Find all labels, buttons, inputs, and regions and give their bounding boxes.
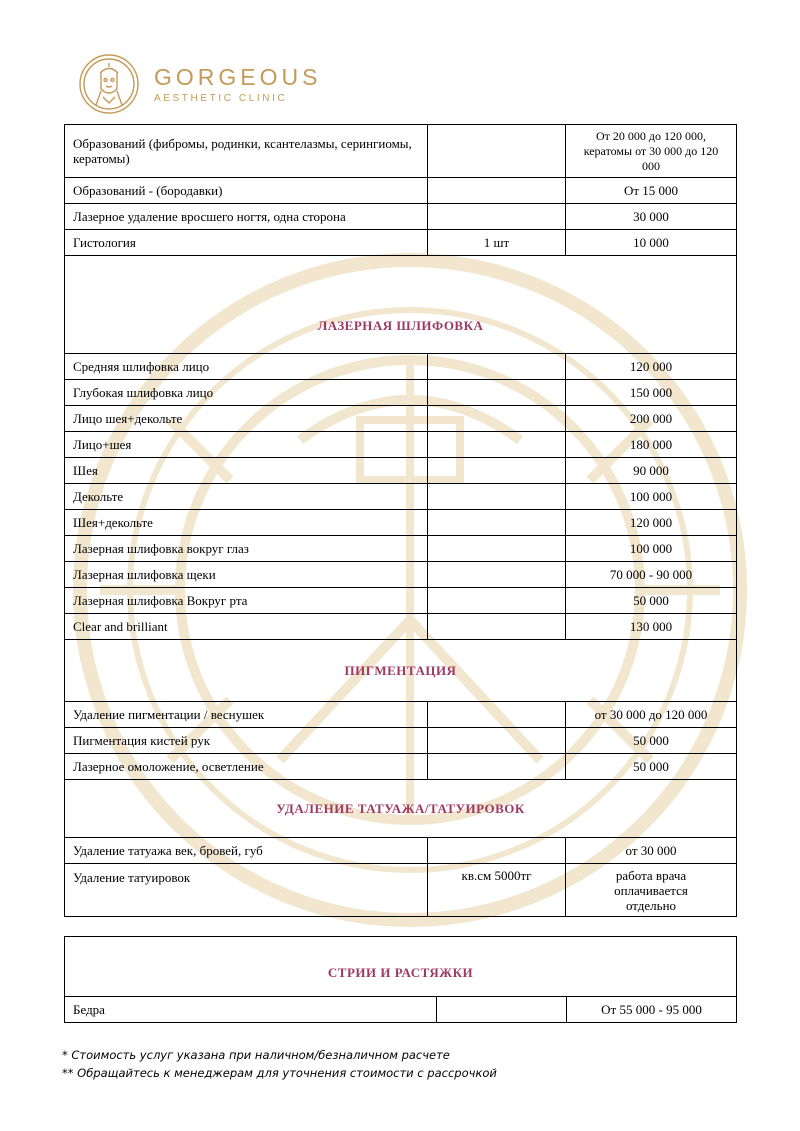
table-row [65,178,737,204]
service-price: 100 000 [566,536,737,562]
table-row [65,864,737,917]
service-name: Лицо шея+декольте [65,406,428,432]
table-row [65,125,737,178]
service-name: Лазерная шлифовка вокруг глаз [65,536,428,562]
service-price: 120 000 [566,354,737,380]
service-name: Образований (фибромы, родинки, ксантелазмы, серингиомы, кератомы) [65,125,428,178]
service-unit: кв.см 5000тг [428,864,566,917]
section-row [65,256,737,354]
service-price: 120 000 [566,510,737,536]
table-row [65,354,737,380]
service-name: Шея+декольте [65,510,428,536]
table-row [65,562,737,588]
table-row [65,406,737,432]
service-name: Лазерная шлифовка щеки [65,562,428,588]
section-title-stretch: СТРИИ И РАСТЯЖКИ [65,937,737,997]
section-row [65,640,737,702]
footnotes [62,1046,497,1082]
service-price: 10 000 [566,230,737,256]
service-unit [428,354,566,380]
brand-subtitle: AESTHETIC CLINIC [154,92,288,104]
service-unit [428,728,566,754]
clinic-logo [78,53,321,115]
section-title-tattoo: УДАЛЕНИЕ ТАТУАЖА/ТАТУИРОВОК [65,780,737,838]
service-unit [428,432,566,458]
service-unit [437,997,567,1023]
price-table-stretch [64,936,737,1023]
section-title-pigment: ПИГМЕНТАЦИЯ [65,640,737,702]
service-price: 100 000 [566,484,737,510]
service-unit [428,562,566,588]
service-unit [428,204,566,230]
service-price: 200 000 [566,406,737,432]
table-row [65,380,737,406]
section-row [65,780,737,838]
footnote: * Стоимость услуг указана при наличном/безналичном расчете [62,1048,450,1062]
service-name: Образований - (бородавки) [65,178,428,204]
section-row [65,937,737,997]
service-price: От 55 000 - 95 000 [567,997,737,1023]
table-row [65,702,737,728]
service-price: От 15 000 [566,178,737,204]
service-unit [428,458,566,484]
service-unit [428,838,566,864]
service-price: 50 000 [566,588,737,614]
service-price: 90 000 [566,458,737,484]
service-price: от 30 000 [566,838,737,864]
service-price: 150 000 [566,380,737,406]
table-row [65,588,737,614]
service-unit [428,125,566,178]
table-row [65,484,737,510]
table-row [65,204,737,230]
table-row [65,614,737,640]
brand-name: GORGEOUS [154,63,322,90]
service-unit [428,754,566,780]
table-row [65,838,737,864]
service-unit [428,406,566,432]
service-price: 50 000 [566,754,737,780]
service-name: Лазерная шлифовка Вокруг рта [65,588,428,614]
service-price: От 20 000 до 120 000, кератомы от 30 000 до 120 000 [566,125,737,178]
table-row [65,230,737,256]
service-price: 50 000 [566,728,737,754]
service-name: Clear and brilliant [65,614,428,640]
service-unit: 1 шт [428,230,566,256]
service-name: Шея [65,458,428,484]
service-name: Лазерное удаление вросшего ногтя, одна сторона [65,204,428,230]
service-price: 30 000 [566,204,737,230]
table-row [65,536,737,562]
service-price: 70 000 - 90 000 [566,562,737,588]
footnote: ** Обращайтесь к менеджерам для уточнения стоимости с рассрочкой [62,1066,497,1080]
service-unit [428,614,566,640]
price-table-main [64,124,737,917]
logo-emblem-icon [78,53,140,115]
service-unit [428,702,566,728]
table-row [65,997,737,1023]
service-name: Удаление татуажа век, бровей, губ [65,838,428,864]
service-name: Средняя шлифовка лицо [65,354,428,380]
service-name: Лазерное омоложение, осветление [65,754,428,780]
service-unit [428,536,566,562]
table-row [65,458,737,484]
service-unit [428,178,566,204]
table-row [65,432,737,458]
table-row [65,754,737,780]
service-unit [428,510,566,536]
service-name: Удаление татуировок [65,864,428,917]
service-price: 130 000 [566,614,737,640]
service-price: от 30 000 до 120 000 [566,702,737,728]
service-name: Декольте [65,484,428,510]
service-price: работа врача оплачивается отдельно [566,864,737,917]
service-name: Бедра [65,997,437,1023]
service-name: Глубокая шлифовка лицо [65,380,428,406]
service-name: Удаление пигментации / веснушек [65,702,428,728]
section-title-laser: ЛАЗЕРНАЯ ШЛИФОВКА [65,256,737,354]
service-unit [428,380,566,406]
table-row [65,510,737,536]
table-row [65,728,737,754]
service-name: Гистология [65,230,428,256]
service-price: 180 000 [566,432,737,458]
service-name: Лицо+шея [65,432,428,458]
service-unit [428,484,566,510]
service-unit [428,588,566,614]
service-name: Пигментация кистей рук [65,728,428,754]
